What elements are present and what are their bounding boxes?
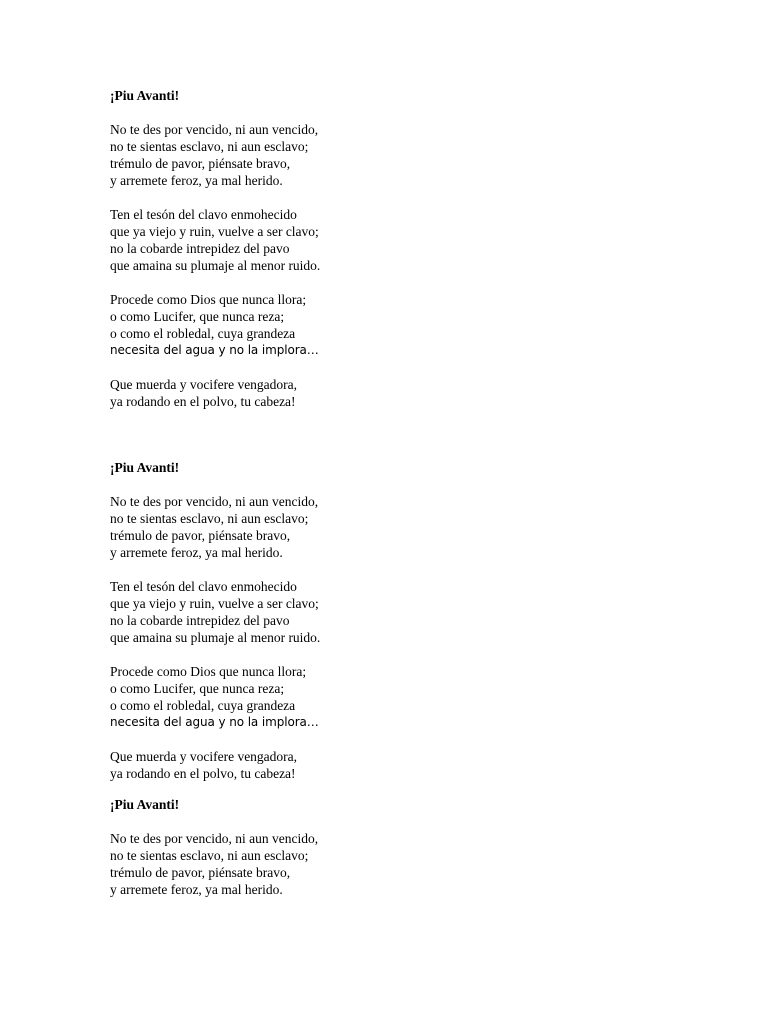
poem-line: trémulo de pavor, piénsate bravo, — [110, 528, 291, 543]
poem-line: Procede como Dios que nunca llora; — [110, 664, 307, 679]
stanza — [110, 830, 530, 898]
stanza — [110, 663, 530, 731]
poem-title: ¡Piu Avanti! — [110, 88, 180, 103]
poem-line: no la cobarde intrepidez del pavo — [110, 241, 290, 256]
stanza — [110, 578, 530, 646]
poem-block — [110, 796, 530, 898]
poem-line: no te sientas esclavo, ni aun esclavo; — [110, 139, 309, 154]
poem-line: ya rodando en el polvo, tu cabeza! — [110, 766, 296, 781]
poem-line: necesita del agua y no la implora… — [110, 343, 319, 357]
poem-line: o como Lucifer, que nunca reza; — [110, 309, 285, 324]
poem-line: ya rodando en el polvo, tu cabeza! — [110, 394, 296, 409]
poem-line: Ten el tesón del clavo enmohecido — [110, 579, 297, 594]
poem-line: no te sientas esclavo, ni aun esclavo; — [110, 511, 309, 526]
poem-line: o como el robledal, cuya grandeza — [110, 326, 296, 341]
poem-line: que amaina su plumaje al menor ruido. — [110, 630, 321, 645]
poem-line: no la cobarde intrepidez del pavo — [110, 613, 290, 628]
poem-line: trémulo de pavor, piénsate bravo, — [110, 865, 291, 880]
poem-line: o como Lucifer, que nunca reza; — [110, 681, 285, 696]
poem-block — [110, 87, 530, 410]
stanza — [110, 493, 530, 561]
poem-block — [110, 459, 530, 782]
poem-title: ¡Piu Avanti! — [110, 460, 180, 475]
poem-line: Que muerda y vocifere vengadora, — [110, 377, 298, 392]
poem-line: que amaina su plumaje al menor ruido. — [110, 258, 321, 273]
poem-line: no te sientas esclavo, ni aun esclavo; — [110, 848, 309, 863]
stanza — [110, 206, 530, 274]
poem-line: que ya viejo y ruin, vuelve a ser clavo; — [110, 224, 319, 239]
poem-line: necesita del agua y no la implora… — [110, 715, 319, 729]
stanza — [110, 121, 530, 189]
poem-line: No te des por vencido, ni aun vencido, — [110, 494, 319, 509]
poem-line: No te des por vencido, ni aun vencido, — [110, 831, 319, 846]
poem-line: trémulo de pavor, piénsate bravo, — [110, 156, 291, 171]
poem-line: que ya viejo y ruin, vuelve a ser clavo; — [110, 596, 319, 611]
poem-line: y arremete feroz, ya mal herido. — [110, 882, 283, 897]
poem-line: y arremete feroz, ya mal herido. — [110, 173, 283, 188]
stanza — [110, 376, 530, 410]
stanza — [110, 291, 530, 359]
poem-line: No te des por vencido, ni aun vencido, — [110, 122, 319, 137]
poem-line: y arremete feroz, ya mal herido. — [110, 545, 283, 560]
poem-line: Que muerda y vocifere vengadora, — [110, 749, 298, 764]
poem-line: o como el robledal, cuya grandeza — [110, 698, 296, 713]
poem-line: Ten el tesón del clavo enmohecido — [110, 207, 297, 222]
poem-line: Procede como Dios que nunca llora; — [110, 292, 307, 307]
stanza — [110, 748, 530, 782]
poem-title: ¡Piu Avanti! — [110, 797, 180, 812]
